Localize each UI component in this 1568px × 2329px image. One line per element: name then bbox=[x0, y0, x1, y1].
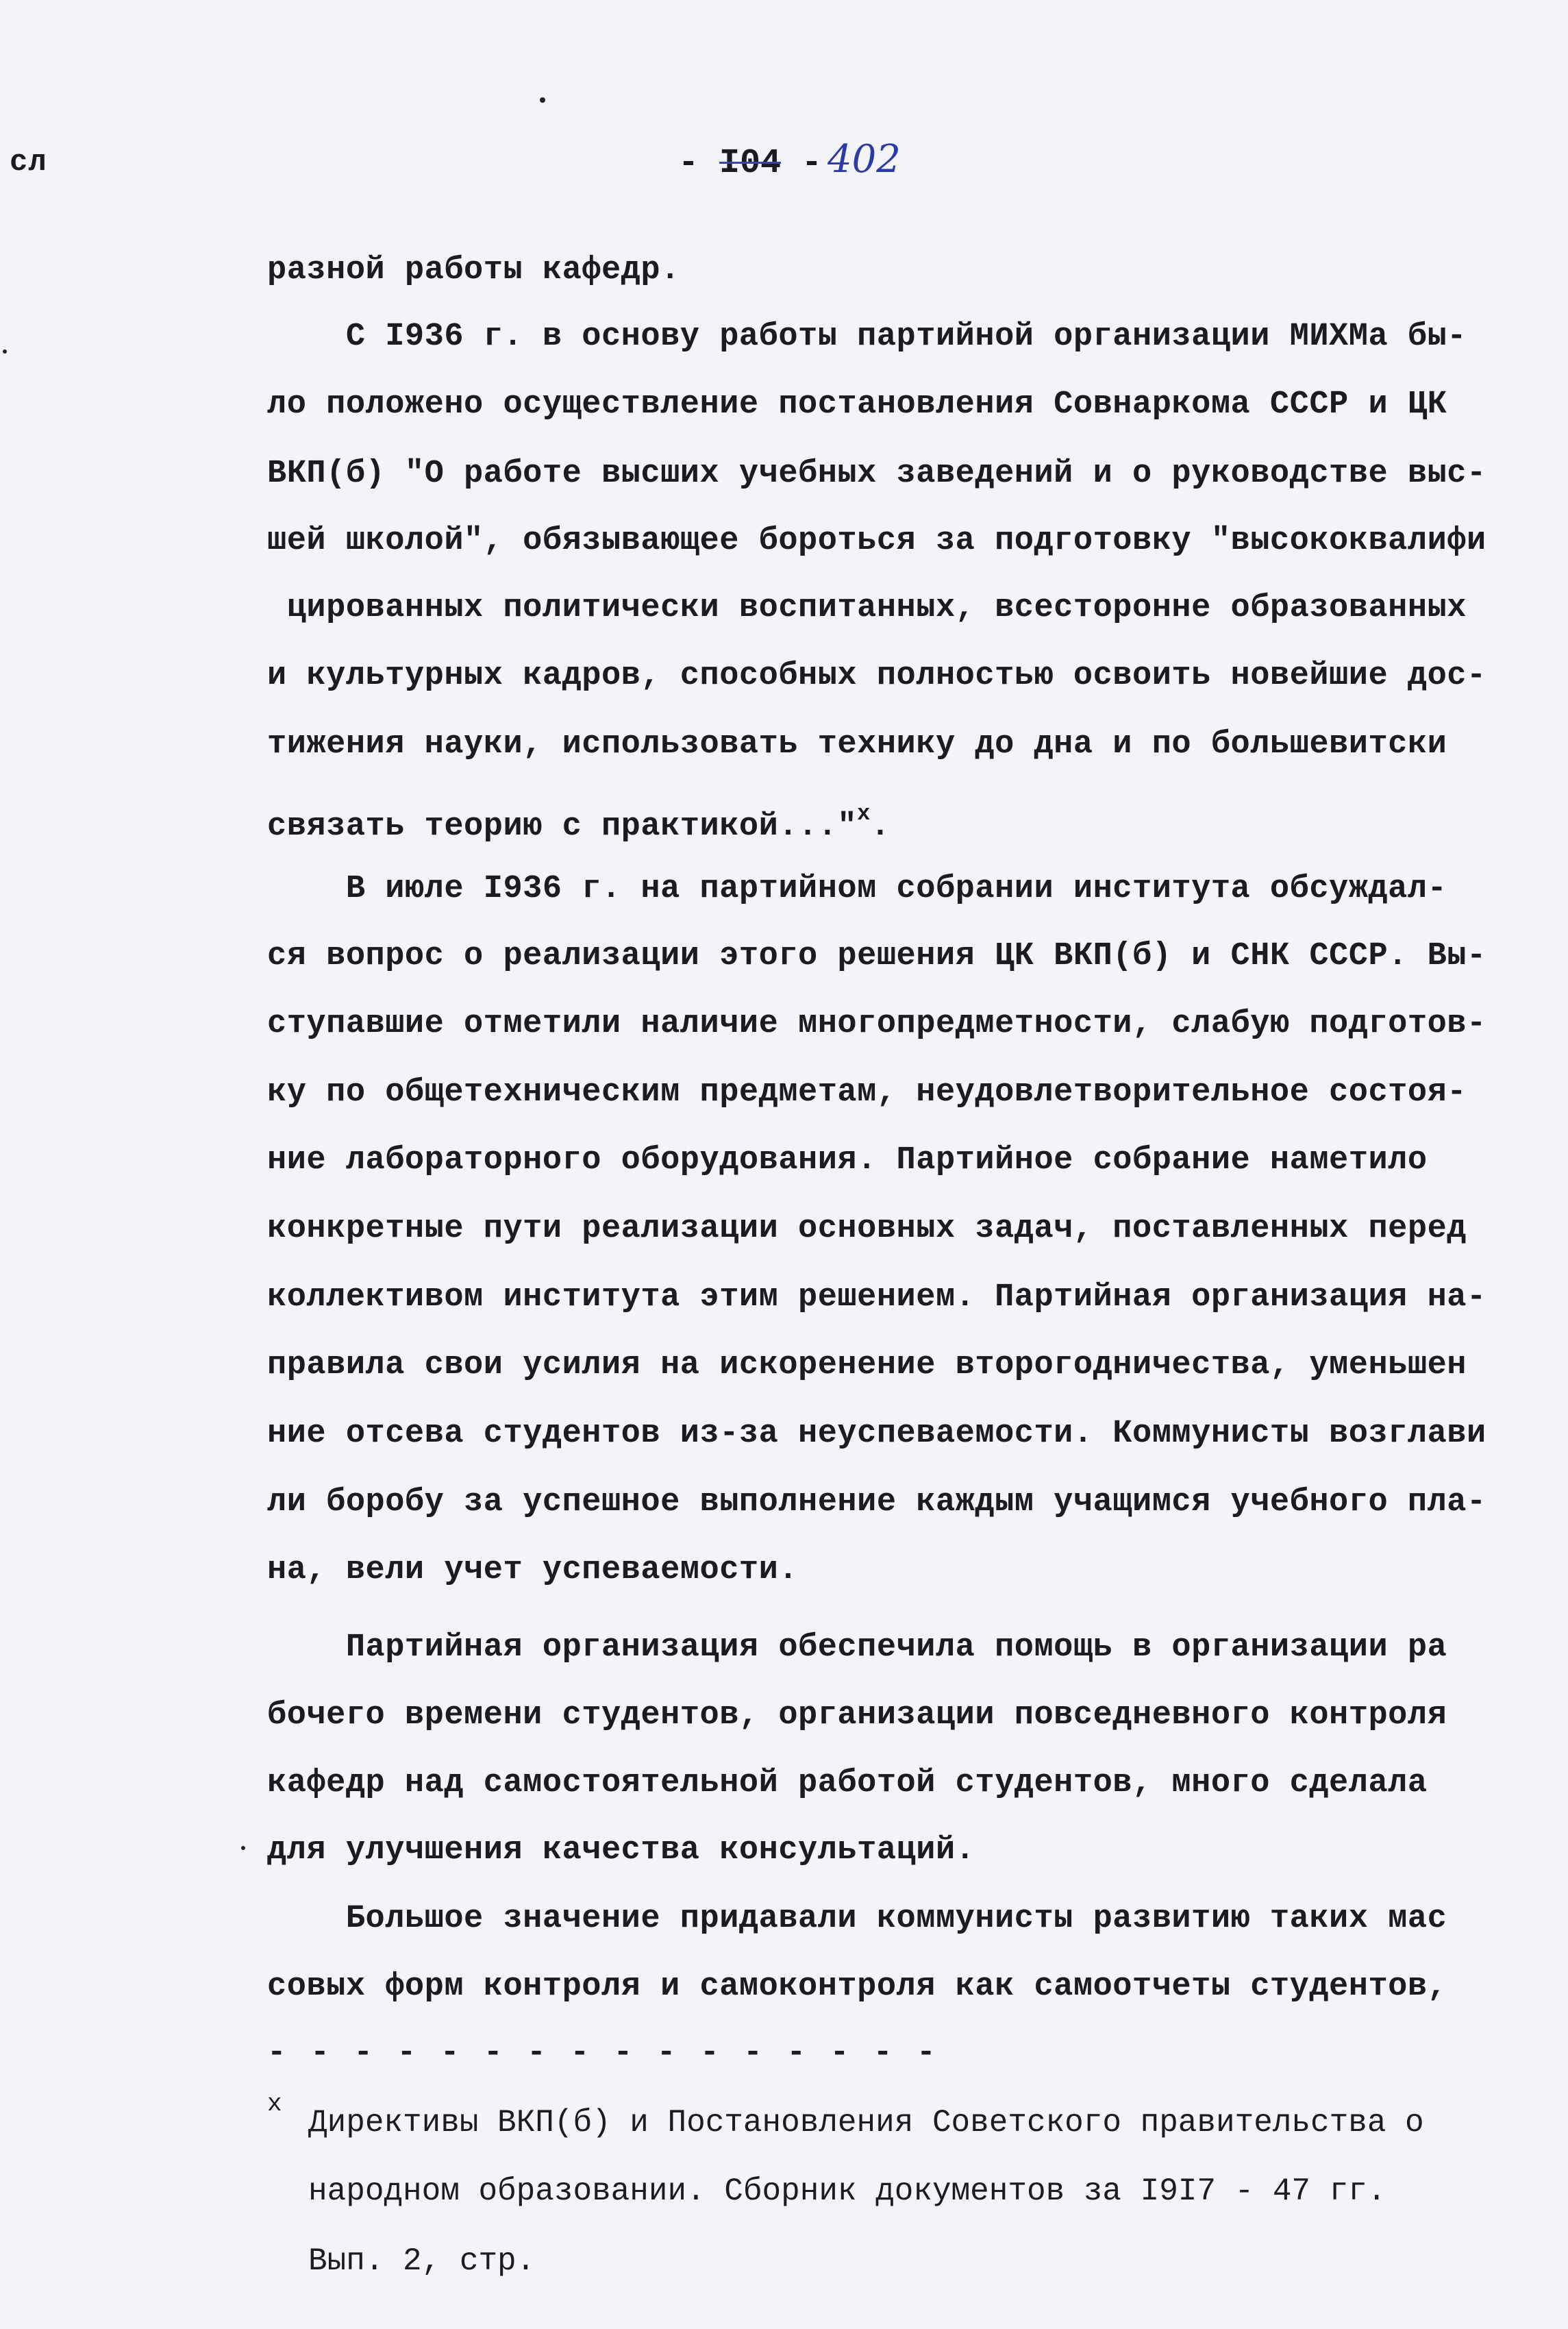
speck-mark bbox=[540, 97, 545, 103]
text-line: связать теорию с практикой..." bbox=[267, 809, 858, 845]
page-number-suffix: - bbox=[781, 144, 823, 183]
speck-mark bbox=[241, 1846, 245, 1850]
text-line: тижения науки, использовать технику до дна и по большевитски bbox=[267, 726, 1447, 763]
text-line: В июле I936 г. на партийном собрании института обсуждал- bbox=[267, 871, 1447, 907]
text-line: ли боробу за успешное выполнение каждым учащимся учебного пла- bbox=[267, 1484, 1486, 1520]
page-number-handwritten: 402 bbox=[827, 137, 901, 182]
text-line: ло положено осуществление постановления Совнаркома СССР и ЦК bbox=[267, 386, 1447, 423]
footnote-line: Директивы ВКП(б) и Постановления Советского правительства о bbox=[308, 2105, 1424, 2141]
footnote-reference: x bbox=[857, 801, 871, 826]
footnote-line: Вып. 2, стр. bbox=[308, 2243, 536, 2279]
footnote-line: народном образовании. Сборник документов за I9I7 - 47 гг. bbox=[308, 2173, 1386, 2209]
text-line: ся вопрос о реализации этого решения ЦК ВКП(б) и СНК СССР. Вы- bbox=[267, 938, 1486, 974]
speck-mark bbox=[3, 349, 7, 354]
page-number bbox=[678, 137, 901, 183]
text-line: кафедр над самостоятельной работой студентов, много сделала bbox=[267, 1765, 1428, 1801]
text-line: и культурных кадров, способных полностью освоить новейшие дос- bbox=[267, 658, 1486, 694]
text-line: ВКП(б) "О работе высших учебных заведений и о руководстве выс- bbox=[267, 456, 1486, 492]
text-line: шей школой", обязывающее бороться за подготовку "высококвалифи bbox=[267, 523, 1486, 559]
text-line-with-footnote-ref bbox=[267, 793, 891, 848]
text-line: цированных политически воспитанных, всесторонне образованных bbox=[267, 590, 1467, 626]
text-line: разной работы кафедр. bbox=[267, 252, 680, 288]
footnote-marker: x bbox=[267, 2090, 282, 2118]
text-line: Большое значение придавали коммунисты развитию таких мас bbox=[267, 1901, 1447, 1937]
text-line: на, вели учет успеваемости. bbox=[267, 1552, 799, 1588]
text-line: правила свои усилия на искоренение второгодничества, уменьшен bbox=[267, 1347, 1467, 1383]
text-line: С I936 г. в основу работы партийной организации МИХМа бы- bbox=[267, 319, 1467, 355]
text-line: конкретные пути реализации основных задач, поставленных перед bbox=[267, 1211, 1467, 1247]
text-line: совых форм контроля и самоконтроля как самоотчеты студентов, bbox=[267, 1969, 1447, 2005]
page-number-struck: I04 bbox=[719, 144, 782, 183]
text-line: для улучшения качества консультаций. bbox=[267, 1832, 975, 1869]
text-line: ние отсева студентов из-за неуспеваемости. Коммунисты возглави bbox=[267, 1416, 1486, 1452]
text-line: Партийная организация обеспечила помощь в организации ра bbox=[267, 1629, 1447, 1666]
text-line: ку по общетехническим предметам, неудовлетворительное состоя- bbox=[267, 1074, 1467, 1111]
text-line: коллективом института этим решением. Партийная организация на- bbox=[267, 1279, 1486, 1316]
page-number-prefix: - bbox=[678, 144, 720, 183]
corner-mark: сл bbox=[10, 145, 47, 180]
footnote-reference-tail: . bbox=[870, 809, 891, 845]
text-line: ступавшие отметили наличие многопредметности, слабую подготов- bbox=[267, 1006, 1486, 1042]
text-line: бочего времени студентов, организации повседневного контроля bbox=[267, 1697, 1447, 1734]
footnote-separator: - - - - - - - - - - - - - - - - bbox=[267, 2035, 938, 2071]
text-line: ние лабораторного оборудования. Партийное собрание наметило bbox=[267, 1142, 1428, 1179]
